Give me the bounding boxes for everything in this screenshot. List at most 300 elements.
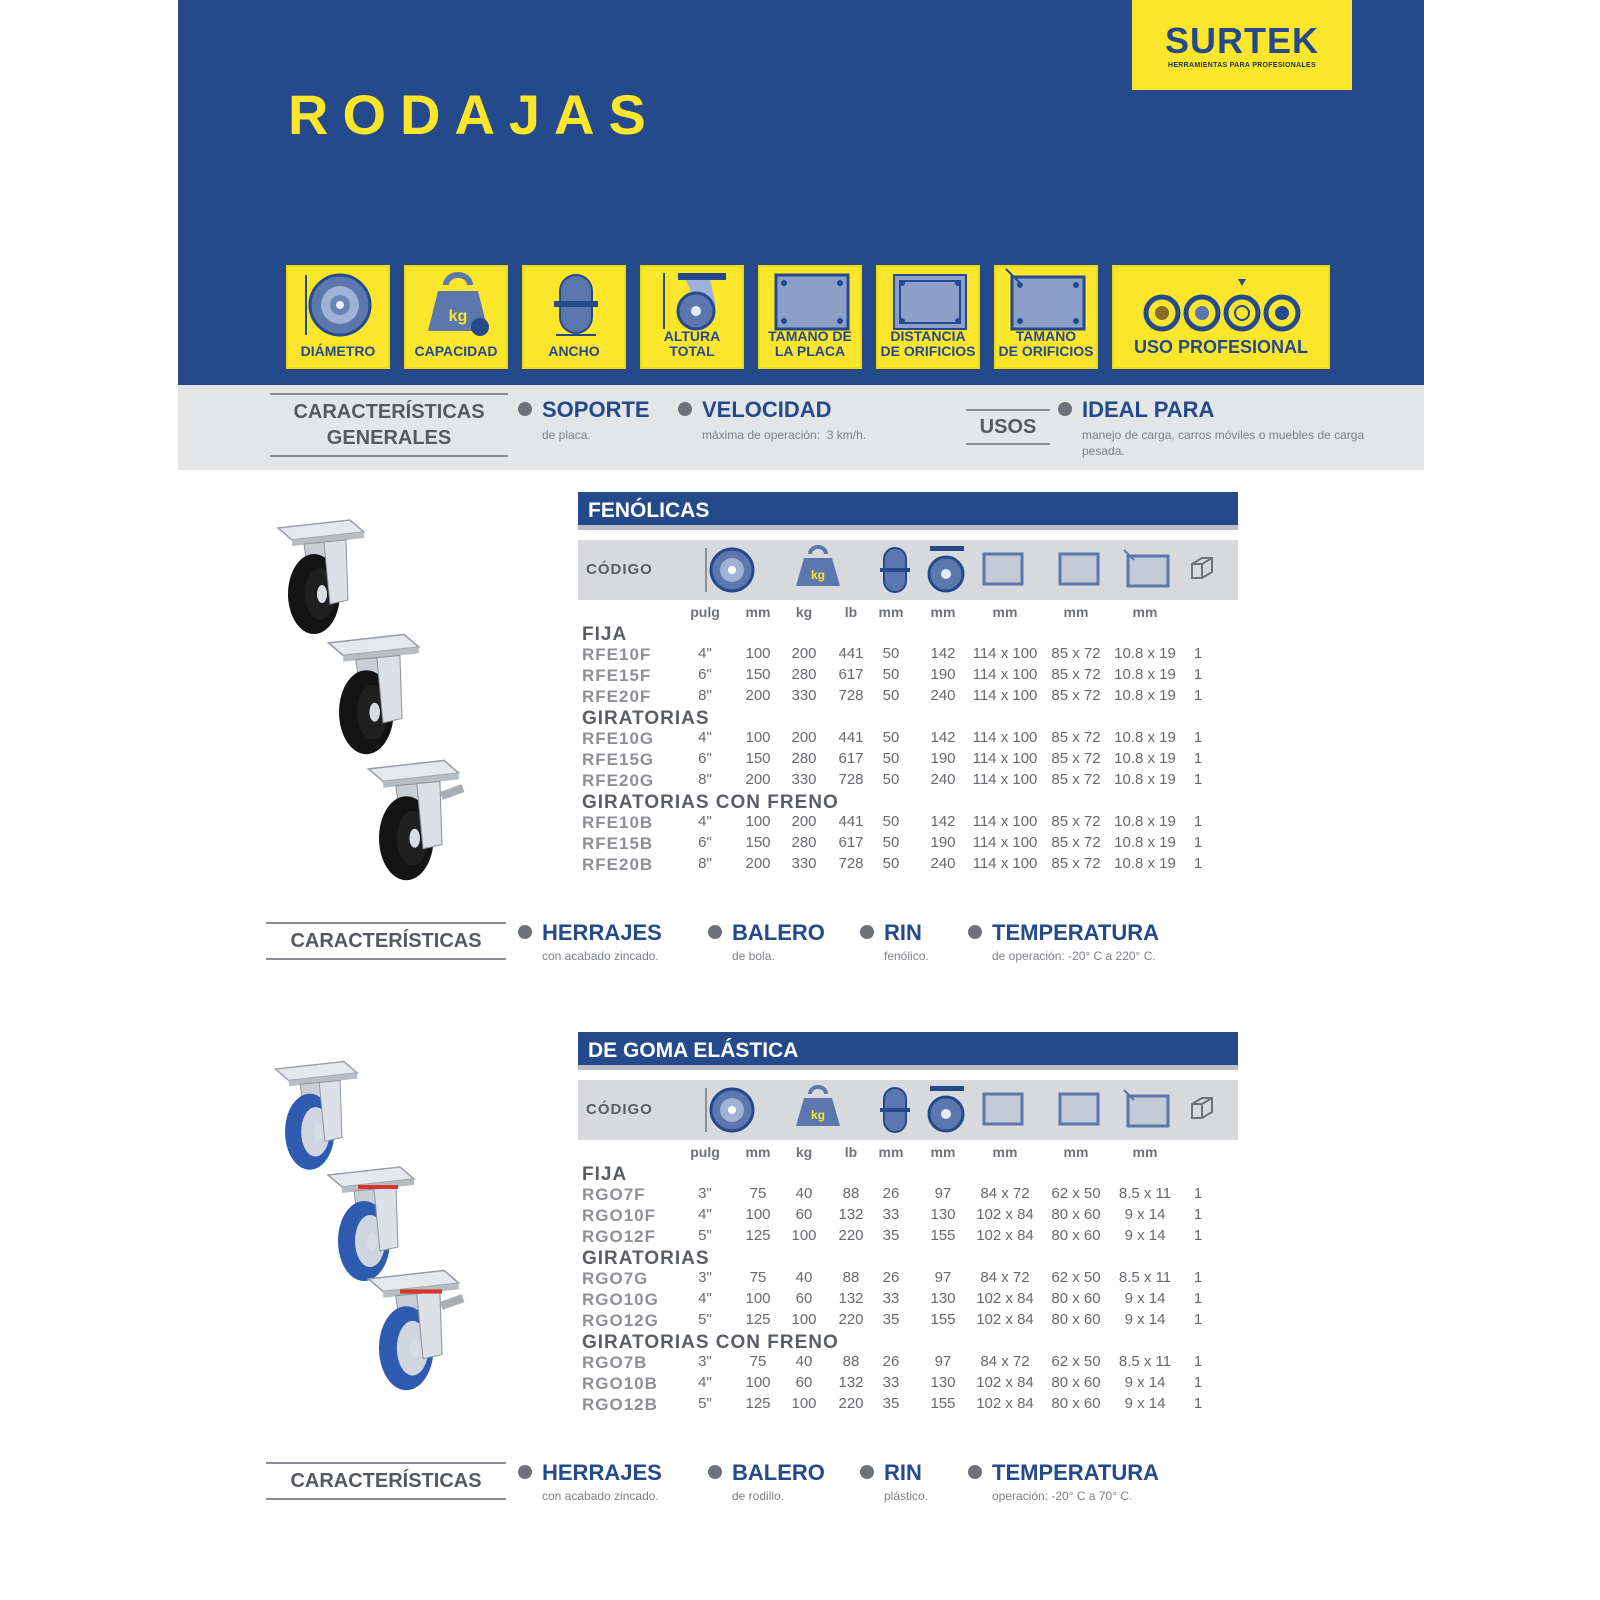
- table-cell: 8": [698, 771, 712, 788]
- table-cell: 50: [882, 729, 900, 746]
- table-cell: 85 x 72: [1051, 687, 1101, 704]
- product-code: RFE20F: [582, 687, 652, 706]
- table-cell: 1: [1193, 1269, 1203, 1286]
- feature-item: [968, 920, 1188, 970]
- table-cell: 190: [930, 750, 956, 767]
- table-cell: 114 x 100: [972, 750, 1038, 767]
- product-code: RFE20G: [582, 771, 655, 790]
- table-cell: 75: [749, 1185, 767, 1202]
- product-code: RGO12F: [582, 1227, 657, 1246]
- table-row: [578, 666, 1238, 687]
- table-cell: 142: [930, 729, 956, 746]
- table-cell: 97: [934, 1185, 952, 1202]
- table-cell: 125: [745, 1311, 771, 1328]
- feature-title: BALERO: [732, 920, 825, 945]
- product-code: RGO7B: [582, 1353, 648, 1372]
- table-cell: 114 x 100: [972, 771, 1038, 788]
- caster-swivel-illustration: [318, 624, 465, 761]
- hole-distance-icon: [1060, 1094, 1098, 1124]
- table-cell: 200: [745, 687, 771, 704]
- feature-title: IDEAL PARA: [1082, 397, 1215, 422]
- table-cell: 1: [1193, 855, 1203, 872]
- product-code: RFE15G: [582, 750, 655, 769]
- table-cell: 1: [1193, 1290, 1203, 1307]
- table-cell: 10.8 x 19: [1114, 645, 1176, 662]
- table-cell: 85 x 72: [1051, 771, 1101, 788]
- table-cell: 102 x 84: [976, 1290, 1034, 1307]
- table-cell: 100: [791, 1395, 817, 1412]
- table-cell: 190: [930, 834, 956, 851]
- caster-height-icon: [929, 546, 964, 591]
- table-cell: 80 x 60: [1051, 1395, 1101, 1412]
- unit-label: mm: [930, 1144, 956, 1160]
- table-row: [578, 1374, 1238, 1395]
- table-cell: 9 x 14: [1124, 1374, 1166, 1391]
- table-cell: 1: [1193, 1395, 1203, 1412]
- unit-label: mm: [992, 604, 1018, 620]
- feature-soporte: [518, 397, 668, 457]
- table-cell: 100: [745, 1290, 771, 1307]
- feature-title: RIN: [884, 1460, 922, 1485]
- table-cell: 1: [1193, 750, 1203, 767]
- box-quantity-icon: [1192, 1098, 1212, 1118]
- hole-size-icon: [1124, 550, 1168, 586]
- table-cell: 114 x 100: [972, 813, 1038, 830]
- table-cell: 50: [882, 771, 900, 788]
- bullet-icon: [968, 925, 982, 939]
- table-cell: 33: [882, 1374, 900, 1391]
- table-cell: 114 x 100: [972, 666, 1038, 683]
- table-cell: 62 x 50: [1051, 1185, 1101, 1202]
- table-cell: 85 x 72: [1051, 645, 1101, 662]
- table-cell: 80 x 60: [1051, 1290, 1101, 1307]
- feature-text: de placa.: [542, 428, 591, 442]
- unit-label: mm: [745, 1144, 771, 1160]
- table-cell: 26: [882, 1185, 900, 1202]
- table-cell: 26: [882, 1269, 900, 1286]
- table-cell: 5": [698, 1227, 712, 1244]
- weight-kg-icon: [796, 1087, 840, 1126]
- wheel-width-icon: [880, 1088, 910, 1132]
- table-cell: 4": [698, 729, 712, 746]
- feature-text: de rodillo.: [732, 1489, 785, 1503]
- unit-label: kg: [795, 604, 813, 620]
- table-cell: 114 x 100: [972, 834, 1038, 851]
- table-cell: 1: [1193, 771, 1203, 788]
- general-characteristics-band: [178, 385, 1424, 470]
- icon-label: DISTANCIA DE ORIFICIOS: [880, 328, 976, 359]
- unit-label: kg: [795, 1144, 813, 1160]
- feature-item: [518, 1460, 738, 1510]
- table-cell: 1: [1193, 834, 1203, 851]
- unit-label: lb: [844, 1144, 858, 1160]
- table-header: [578, 540, 1238, 600]
- table-cell: 441: [838, 729, 864, 746]
- table-cell: 240: [930, 771, 956, 788]
- table-cell: 35: [882, 1227, 900, 1244]
- table-cell: 125: [745, 1395, 771, 1412]
- characteristics-label: CARACTERÍSTICAS: [266, 1468, 506, 1494]
- product-code: RFE10B: [582, 813, 654, 832]
- table-cell: 40: [795, 1353, 813, 1370]
- table-cell: 1: [1193, 813, 1203, 830]
- usage-icon-box: [1112, 265, 1330, 369]
- table-cell: 88: [842, 1353, 860, 1370]
- table-cell: 10.8 x 19: [1114, 750, 1176, 767]
- table-cell: 617: [838, 750, 864, 767]
- table-cell: 4": [698, 1290, 712, 1307]
- icon-label: CAPACIDAD: [414, 343, 498, 359]
- table-cell: 85 x 72: [1051, 750, 1101, 767]
- table-cell: 6": [698, 834, 712, 851]
- icon-label: USO PROFESIONAL: [1133, 337, 1308, 357]
- icon-label: DIÁMETRO: [300, 343, 376, 359]
- feature-item: [968, 1460, 1188, 1510]
- table-cell: 60: [795, 1374, 813, 1391]
- table-row: [578, 1227, 1238, 1248]
- table-cell: 1: [1193, 1227, 1203, 1244]
- table-cell: 200: [745, 771, 771, 788]
- feature-text: con acabado zincado.: [542, 949, 659, 963]
- feature-text: plástico.: [884, 1489, 929, 1503]
- product-code: RGO10F: [582, 1206, 657, 1225]
- table-row: [578, 1395, 1238, 1416]
- table-cell: 114 x 100: [972, 687, 1038, 704]
- table-cell: 26: [882, 1353, 900, 1370]
- table-cell: 97: [934, 1269, 952, 1286]
- table-cell: 50: [882, 750, 900, 767]
- bullet-icon: [518, 925, 532, 939]
- product-code: RFE15B: [582, 834, 654, 853]
- table-cell: 102 x 84: [976, 1311, 1034, 1328]
- caster-fixed-illustration: [268, 510, 408, 640]
- table-header: [578, 1080, 1238, 1140]
- feature-text: operación: -20° C a 70° C.: [992, 1489, 1133, 1503]
- table-cell: 280: [791, 666, 817, 683]
- svg-text:kg: kg: [448, 308, 468, 325]
- bullet-icon: [708, 925, 722, 939]
- table-cell: 1: [1193, 687, 1203, 704]
- table-cell: 10.8 x 19: [1114, 834, 1176, 851]
- unit-label: mm: [1063, 1144, 1089, 1160]
- table-cell: 102 x 84: [976, 1395, 1034, 1412]
- table-cell: 50: [882, 666, 900, 683]
- table-cell: 33: [882, 1206, 900, 1223]
- unit-label: mm: [1132, 604, 1158, 620]
- bullet-icon: [860, 925, 874, 939]
- table-cell: 50: [882, 855, 900, 872]
- group-heading: FIJA: [582, 1164, 628, 1185]
- table-cell: 114 x 100: [972, 729, 1038, 746]
- group-heading: FIJA: [582, 624, 628, 645]
- table-cell: 280: [791, 834, 817, 851]
- group-heading: GIRATORIAS: [582, 1248, 710, 1269]
- table-cell: 5": [698, 1311, 712, 1328]
- table-cell: 85 x 72: [1051, 813, 1101, 830]
- table-cell: 240: [930, 687, 956, 704]
- table-cell: 62 x 50: [1051, 1353, 1101, 1370]
- table-cell: 102 x 84: [976, 1227, 1034, 1244]
- group-heading: GIRATORIAS: [582, 708, 710, 729]
- table-cell: 728: [838, 771, 864, 788]
- table-cell: 150: [745, 666, 771, 683]
- table-cell: 9 x 14: [1124, 1227, 1166, 1244]
- table-cell: 155: [930, 1311, 956, 1328]
- table-cell: 200: [791, 729, 817, 746]
- code-header: CÓDIGO: [586, 1101, 653, 1118]
- table-cell: 125: [745, 1227, 771, 1244]
- table-cell: 60: [795, 1206, 813, 1223]
- plate-size-icon: [984, 554, 1022, 584]
- table-cell: 35: [882, 1395, 900, 1412]
- feature-text: manejo de carga, carros móviles o muebles de carga pesada.: [1082, 428, 1365, 458]
- general-characteristics-label: CARACTERÍSTICAS GENERALES: [270, 399, 508, 451]
- table-cell: 100: [745, 645, 771, 662]
- unit-label: mm: [878, 1144, 904, 1160]
- table-cell: 132: [838, 1374, 864, 1391]
- table-row: [578, 1185, 1238, 1206]
- table-cell: 4": [698, 645, 712, 662]
- table-cell: 8": [698, 855, 712, 872]
- bullet-icon: [708, 1465, 722, 1479]
- table-row: [578, 729, 1238, 750]
- table-cell: 9 x 14: [1124, 1395, 1166, 1412]
- caster-brake-illustration: [358, 1260, 505, 1397]
- table-cell: 60: [795, 1290, 813, 1307]
- product-code: RGO12G: [582, 1311, 659, 1330]
- table-cell: 10.8 x 19: [1114, 813, 1176, 830]
- unit-label: mm: [992, 1144, 1018, 1160]
- brand-logo: [1132, 0, 1352, 90]
- product-code: RFE15F: [582, 666, 652, 685]
- table-cell: 102 x 84: [976, 1206, 1034, 1223]
- table-cell: 1: [1193, 1185, 1203, 1202]
- table-cell: 220: [838, 1227, 864, 1244]
- usos-label: USOS: [966, 415, 1050, 439]
- table-cell: 280: [791, 750, 817, 767]
- table-cell: 9 x 14: [1124, 1290, 1166, 1307]
- table-row: [578, 1206, 1238, 1227]
- header-banner: [178, 0, 1424, 385]
- table-cell: 132: [838, 1206, 864, 1223]
- icon-label: ALTURA TOTAL: [663, 328, 721, 359]
- table-cell: 617: [838, 666, 864, 683]
- table-cell: 330: [791, 855, 817, 872]
- diameter-icon-box: [286, 265, 390, 369]
- table-row: [578, 855, 1238, 876]
- feature-title: BALERO: [732, 1460, 825, 1485]
- units-row: [578, 1144, 1238, 1164]
- hole-distance-icon: [1060, 554, 1098, 584]
- icon-label: ANCHO: [548, 343, 600, 359]
- feature-title: TEMPERATURA: [992, 1460, 1160, 1485]
- table-cell: 5": [698, 1395, 712, 1412]
- feature-title: SOPORTE: [542, 397, 650, 422]
- product-code: RFE10G: [582, 729, 655, 748]
- bullet-icon: [860, 1465, 874, 1479]
- bullet-icon: [678, 402, 692, 416]
- caster-brake-illustration: [358, 750, 505, 887]
- caster-height-icon: [929, 1086, 964, 1131]
- table-cell: 240: [930, 855, 956, 872]
- product-code: RGO10B: [582, 1374, 658, 1393]
- table-cell: 9 x 14: [1124, 1311, 1166, 1328]
- hole-distance-icon-box: [876, 265, 980, 369]
- table-cell: 80 x 60: [1051, 1311, 1101, 1328]
- section-title: DE GOMA ELÁSTICA: [578, 1032, 1238, 1070]
- table-cell: 84 x 72: [980, 1269, 1030, 1286]
- units-row: [578, 604, 1238, 624]
- table-cell: 50: [882, 687, 900, 704]
- table-cell: 200: [791, 813, 817, 830]
- catalog-page: [178, 0, 1424, 1600]
- table-cell: 130: [930, 1290, 956, 1307]
- table-cell: 130: [930, 1374, 956, 1391]
- group-heading: GIRATORIAS CON FRENO: [582, 1332, 839, 1353]
- unit-label: mm: [745, 604, 771, 620]
- table-cell: 100: [745, 729, 771, 746]
- feature-text: de operación: -20° C a 220° C.: [992, 949, 1156, 963]
- table-cell: 150: [745, 834, 771, 851]
- table-cell: 85 x 72: [1051, 855, 1101, 872]
- wheel-icon: [711, 1089, 753, 1131]
- table-cell: 8": [698, 687, 712, 704]
- table-row: [578, 1290, 1238, 1311]
- plate-size-icon: [984, 1094, 1022, 1124]
- table-cell: 88: [842, 1269, 860, 1286]
- table-row: [578, 834, 1238, 855]
- table-cell: 200: [791, 645, 817, 662]
- table-cell: 142: [930, 813, 956, 830]
- table-cell: 84 x 72: [980, 1185, 1030, 1202]
- capacity-icon-box: [404, 265, 508, 369]
- feature-item: [518, 920, 738, 970]
- table-cell: 80 x 60: [1051, 1374, 1101, 1391]
- wheel-icon: [711, 549, 753, 591]
- table-cell: 8.5 x 11: [1118, 1269, 1172, 1286]
- table-cell: 50: [882, 834, 900, 851]
- box-quantity-icon: [1192, 558, 1212, 578]
- feature-text: máxima de operación: 3 km/h.: [702, 428, 867, 442]
- feature-text: con acabado zincado.: [542, 1489, 659, 1503]
- table-row: [578, 1269, 1238, 1290]
- unit-label: pulg: [690, 604, 720, 620]
- table-cell: 33: [882, 1290, 900, 1307]
- table-cell: 132: [838, 1290, 864, 1307]
- table-cell: 102 x 84: [976, 1374, 1034, 1391]
- table-cell: 3": [698, 1269, 712, 1286]
- table-cell: 100: [791, 1227, 817, 1244]
- table-cell: 8.5 x 11: [1118, 1185, 1172, 1202]
- product-code: RGO12B: [582, 1395, 658, 1414]
- table-cell: 4": [698, 813, 712, 830]
- bullet-icon: [518, 1465, 532, 1479]
- wheel-width-icon: [880, 548, 910, 592]
- feature-title: HERRAJES: [542, 1460, 662, 1485]
- bullet-icon: [968, 1465, 982, 1479]
- table-cell: 617: [838, 834, 864, 851]
- table-cell: 6": [698, 666, 712, 683]
- hole-size-icon-box: [994, 265, 1098, 369]
- feature-title: TEMPERATURA: [992, 920, 1160, 945]
- table-cell: 728: [838, 687, 864, 704]
- svg-text:kg: kg: [810, 568, 826, 582]
- table-cell: 330: [791, 771, 817, 788]
- feature-title: HERRAJES: [542, 920, 662, 945]
- table-cell: 97: [934, 1353, 952, 1370]
- unit-label: mm: [1132, 1144, 1158, 1160]
- product-code: RGO7F: [582, 1185, 646, 1204]
- table-cell: 114 x 100: [972, 855, 1038, 872]
- table-cell: 100: [745, 1374, 771, 1391]
- table-cell: 50: [882, 645, 900, 662]
- table-cell: 10.8 x 19: [1114, 687, 1176, 704]
- table-cell: 10.8 x 19: [1114, 666, 1176, 683]
- brand-name: SURTEK: [1164, 20, 1319, 61]
- table-cell: 100: [745, 1206, 771, 1223]
- table-cell: 1: [1193, 1311, 1203, 1328]
- section-title: FENÓLICAS: [578, 492, 1238, 530]
- height-icon-box: [640, 265, 744, 369]
- table-cell: 155: [930, 1227, 956, 1244]
- table-cell: 441: [838, 813, 864, 830]
- table-cell: 114 x 100: [972, 645, 1038, 662]
- product-code: RFE10F: [582, 645, 652, 664]
- product-code: RFE20B: [582, 855, 654, 874]
- table-cell: 4": [698, 1206, 712, 1223]
- code-header: CÓDIGO: [586, 561, 653, 578]
- feature-text: de bola.: [732, 949, 775, 963]
- table-cell: 1: [1193, 1206, 1203, 1223]
- table-row: [578, 645, 1238, 666]
- table-cell: 50: [882, 813, 900, 830]
- characteristics-label: CARACTERÍSTICAS: [266, 928, 506, 954]
- table-cell: 3": [698, 1353, 712, 1370]
- page-title: RODAJAS: [288, 83, 660, 146]
- table-cell: 142: [930, 645, 956, 662]
- feature-title: RIN: [884, 920, 922, 945]
- table-cell: 1: [1193, 645, 1203, 662]
- table-cell: 155: [930, 1395, 956, 1412]
- bullet-icon: [1058, 402, 1072, 416]
- table-header-icons: [578, 540, 1238, 600]
- product-code: RGO7G: [582, 1269, 649, 1288]
- feature-ideal-para: [1058, 397, 1374, 467]
- feature-title: VELOCIDAD: [702, 397, 832, 422]
- unit-label: lb: [844, 604, 858, 620]
- table-cell: 100: [745, 813, 771, 830]
- feature-velocidad: [678, 397, 938, 457]
- icon-label: TAMAÑO DE LA PLACA: [768, 328, 852, 359]
- svg-text:kg: kg: [810, 1108, 826, 1122]
- table-cell: 80 x 60: [1051, 1206, 1101, 1223]
- table-row: [578, 750, 1238, 771]
- table-cell: 84 x 72: [980, 1353, 1030, 1370]
- table-cell: 10.8 x 19: [1114, 729, 1176, 746]
- weight-kg-icon: [796, 547, 840, 586]
- product-code: RGO10G: [582, 1290, 659, 1309]
- table-cell: 130: [930, 1206, 956, 1223]
- table-cell: 6": [698, 750, 712, 767]
- table-header-icons: [578, 1080, 1238, 1140]
- table-cell: 9 x 14: [1124, 1206, 1166, 1223]
- table-row: [578, 687, 1238, 708]
- table-cell: 728: [838, 855, 864, 872]
- table-cell: 330: [791, 687, 817, 704]
- table-cell: 190: [930, 666, 956, 683]
- table-cell: 100: [791, 1311, 817, 1328]
- table-row: [578, 813, 1238, 834]
